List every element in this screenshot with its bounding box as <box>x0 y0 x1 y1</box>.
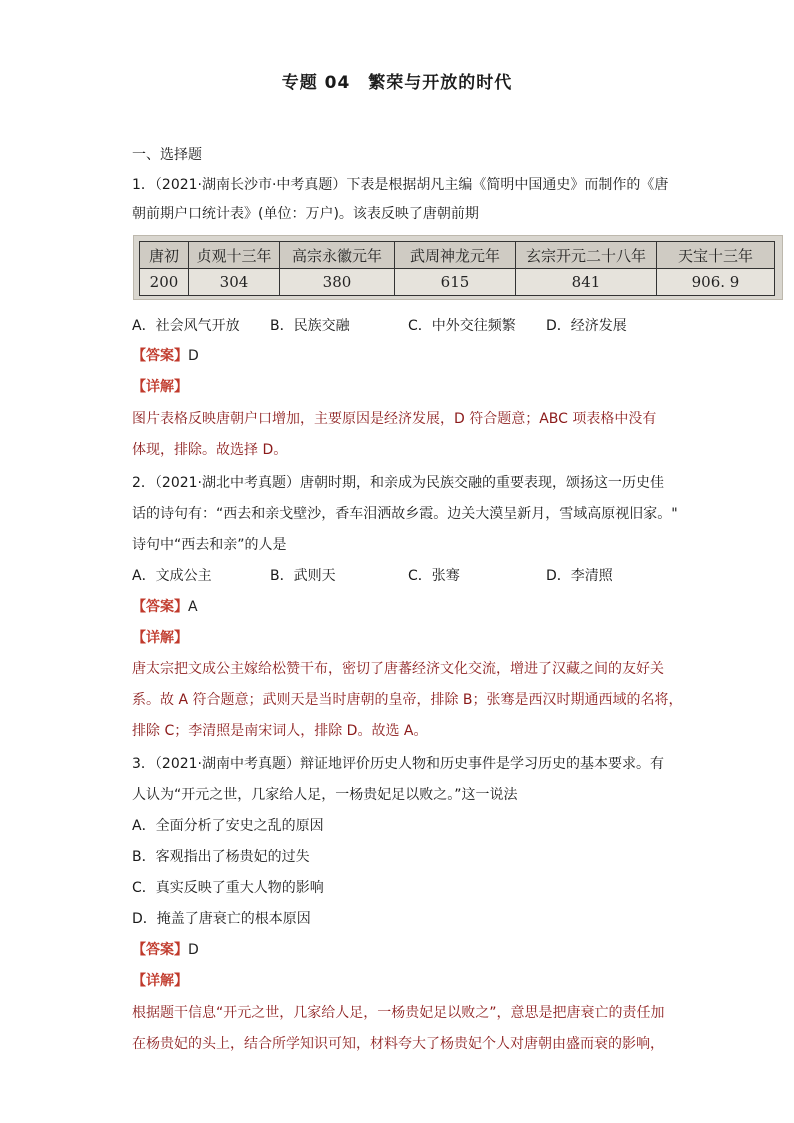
q2-stem-line3: 诗句中“西去和亲”的人是 <box>132 537 287 553</box>
q2-option-c: C．张骞 <box>408 568 460 584</box>
q2-detail-label: 【详解】 <box>132 630 188 646</box>
q2-explain-line3: 排除 C；李清照是南宋词人，排除 D。故选 A。 <box>132 723 428 739</box>
table-header-cell: 唐初 <box>140 242 189 269</box>
table-value-cell: 841 <box>516 269 657 296</box>
table-value-cell: 615 <box>395 269 516 296</box>
answer-value: D <box>188 348 199 364</box>
q1-table-image <box>133 235 783 300</box>
q3-detail-label: 【详解】 <box>132 973 188 989</box>
q2-option-b: B．武则天 <box>270 568 336 584</box>
q1-option-d: D．经济发展 <box>546 318 627 334</box>
q1-explain-line2: 体现，排除。故选择 D。 <box>132 442 288 458</box>
q3-stem-line1: 3．（2021·湖南中考真题）辩证地评价历史人物和历史事件是学习历史的基本要求。有 <box>132 756 664 772</box>
table-value-cell: 906. 9 <box>657 269 775 296</box>
q2-option-d: D．李清照 <box>546 568 613 584</box>
answer-value: D <box>188 942 199 958</box>
q3-option-c: C．真实反映了重大人物的影响 <box>132 880 324 896</box>
q1-household-table <box>139 241 775 296</box>
table-header-cell: 武周神龙元年 <box>395 242 516 269</box>
answer-value: A <box>188 599 198 615</box>
q1-answer <box>132 346 199 366</box>
q1-stem-line1: 1．（2021·湖南长沙市·中考真题）下表是根据胡凡主编《简明中国通史》而制作的《唐 <box>132 177 669 193</box>
q3-explain-line2: 在杨贵妃的头上，结合所学知识可知，材料夸大了杨贵妃个人对唐朝由盛而衰的影响， <box>132 1036 664 1052</box>
q2-explain-line1: 唐太宗把文成公主嫁给松赞干布，密切了唐蕃经济文化交流，增进了汉藏之间的友好关 <box>132 661 664 677</box>
q3-answer <box>132 940 199 960</box>
q2-answer <box>132 597 198 617</box>
q3-option-b: B．客观指出了杨贵妃的过失 <box>132 849 310 865</box>
q1-explain-line1: 图片表格反映唐朝户口增加，主要原因是经济发展，D 符合题意；ABC 项表格中没有 <box>132 411 657 427</box>
q2-option-a: A．文成公主 <box>132 568 212 584</box>
table-value-cell: 304 <box>189 269 280 296</box>
table-header-cell: 高宗永徽元年 <box>280 242 395 269</box>
answer-label: 【答案】 <box>132 942 188 958</box>
table-header-cell: 贞观十三年 <box>189 242 280 269</box>
q1-option-c: C．中外交往频繁 <box>408 318 516 334</box>
q1-option-a: A．社会风气开放 <box>132 318 240 334</box>
answer-label: 【答案】 <box>132 599 188 615</box>
q3-option-a: A．全面分析了安史之乱的原因 <box>132 818 324 834</box>
answer-label: 【答案】 <box>132 348 188 364</box>
q2-explain-line2: 系。故 A 符合题意；武则天是当时唐朝的皇帝，排除 B；张骞是西汉时期通西域的名将， <box>132 692 683 708</box>
q2-stem-line1: 2．（2021·湖北中考真题）唐朝时期，和亲成为民族交融的重要表现，颂扬这一历史佳 <box>132 475 664 491</box>
page-title: 专题 04 繁荣与开放的时代 <box>281 73 513 93</box>
table-header-cell: 玄宗开元二十八年 <box>516 242 657 269</box>
table-value-cell: 380 <box>280 269 395 296</box>
q1-option-b: B．民族交融 <box>270 318 350 334</box>
q2-stem-line2: 话的诗句有：“西去和亲戈壁沙，香车泪洒故乡霞。边关大漠呈新月，雪域高原视旧家。" <box>132 506 678 522</box>
table-header-cell: 天宝十三年 <box>657 242 775 269</box>
table-value-cell: 200 <box>140 269 189 296</box>
q3-option-d: D．掩盖了唐衰亡的根本原因 <box>132 911 311 927</box>
q1-stem-line2: 朝前期户口统计表》(单位：万户)。该表反映了唐朝前期 <box>132 206 479 222</box>
q3-explain-line1: 根据题干信息“开元之世，几家给人足，一杨贵妃足以败之”，意思是把唐衰亡的责任加 <box>132 1005 665 1021</box>
q1-detail-label: 【详解】 <box>132 379 188 395</box>
q3-stem-line2: 人认为“开元之世，几家给人足，一杨贵妃足以败之。”这一说法 <box>132 787 518 803</box>
section-heading: 一、选择题 <box>132 147 202 163</box>
